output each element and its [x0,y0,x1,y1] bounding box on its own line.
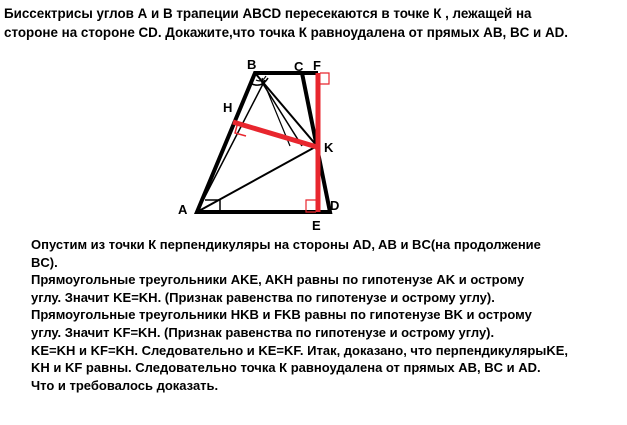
solution-line: углу. Значит KF=KH. (Признак равенства по гипотенузе и острому углу). [31,324,495,340]
problem-line-2: стороне на стороне CD. Докажите,что точка К равноудалена от прямых AB, BC и AD. [4,25,569,40]
solution-line: Прямоугольные треугольники HKB и FKB равны по гипотенузе BK и острому [31,307,532,323]
label-f: F [313,58,321,73]
bisector-ak [197,146,317,212]
label-b: B [247,57,257,72]
label-c: C [294,59,304,74]
perpendicular-kh [233,122,317,147]
problem-line-1: Биссектрисы углов А и В трапеции ABCD пересекаются в точке К , лежащей на [4,6,532,21]
label-e: E [312,218,321,233]
label-a: A [178,202,188,217]
solution-text [31,236,621,394]
right-angle-mark-f [320,73,329,84]
solution-line: углу. Значит KE=KH. (Признак равенства по гипотенузе и острому углу). [31,289,495,305]
label-h: H [223,100,233,115]
label-d: D [330,198,340,213]
solution-line: BC). [31,254,58,270]
solution-line: KE=KH и KF=KH. Следовательно и KE=KF. Итак, доказано, что перпендикулярыKE, [31,342,569,358]
label-k: K [324,140,334,155]
solution-line: KH и KF равны. Следовательно точка К равноудалена от прямых AB, BC и AD. [31,360,541,376]
solution-line: Прямоугольные треугольники AKE, AKH равны по гипотенузе AK и острому [31,272,525,288]
solution-line: Опустим из точки К перпендикуляры на стороны AD, AB и BC(на продолжение [31,237,541,252]
solution-line: Что и требовалось доказать. [31,377,219,393]
